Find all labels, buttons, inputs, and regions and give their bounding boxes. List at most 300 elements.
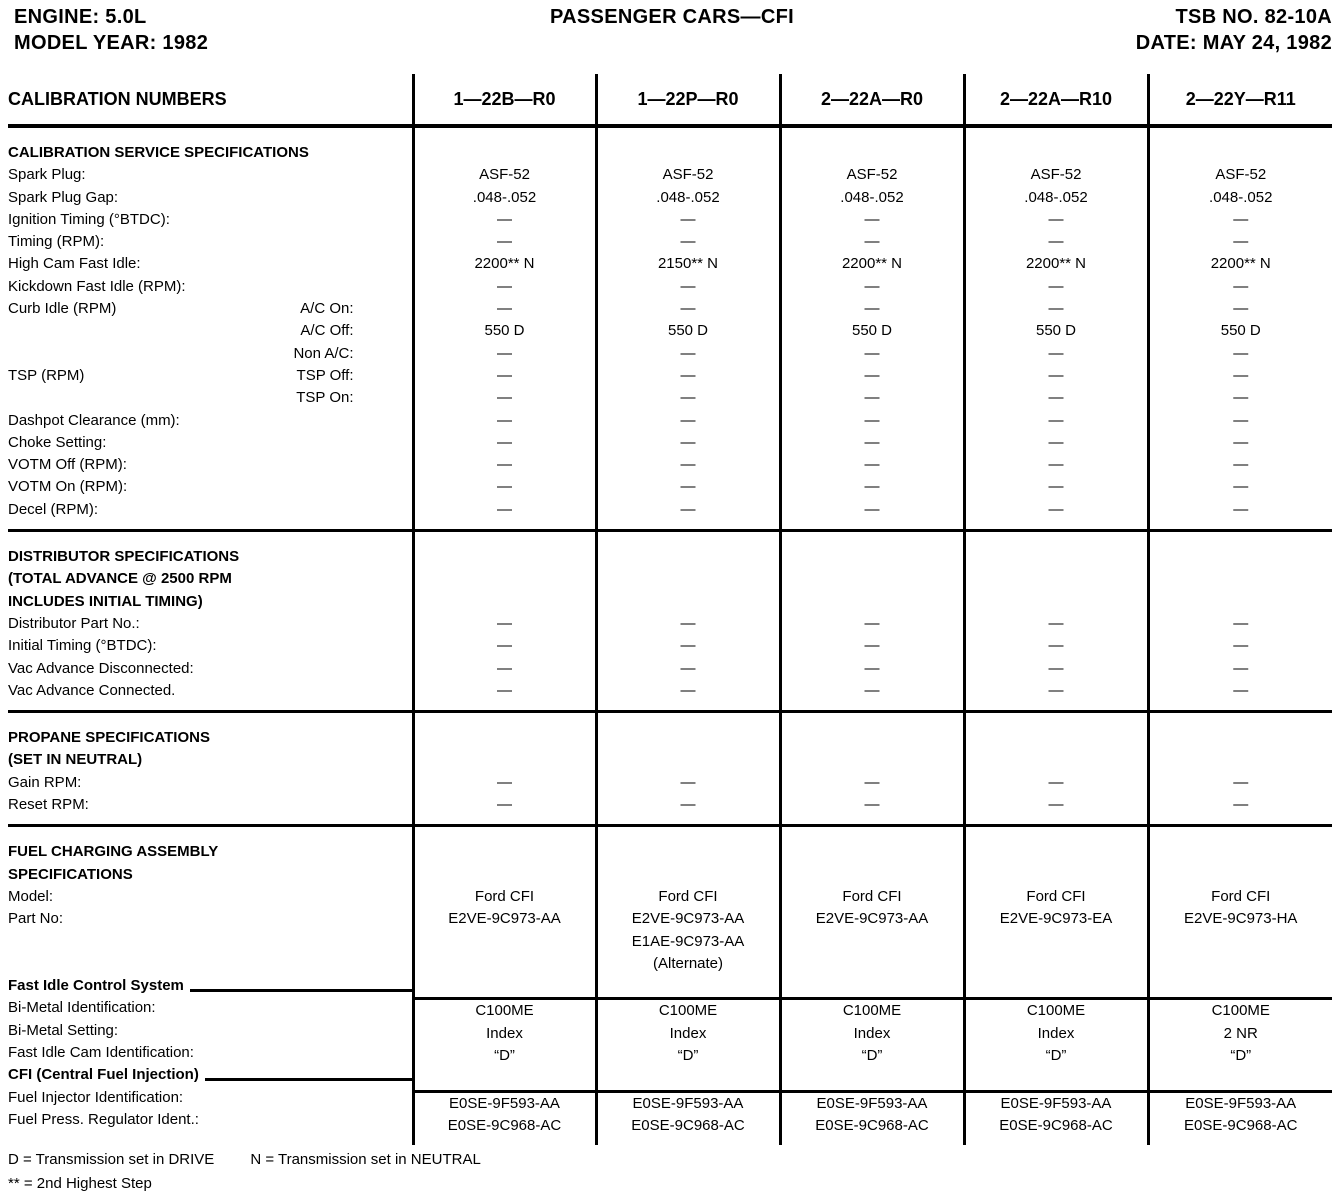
calibration-labels — [8, 126, 413, 531]
distributor-labels — [8, 531, 413, 712]
spec-value: — — [497, 478, 512, 496]
spec-value: “D” — [1045, 1046, 1067, 1064]
spec-value: “D” — [861, 1046, 883, 1064]
spec-value: — — [1233, 277, 1249, 295]
spec-sublabel — [234, 187, 412, 209]
spacer — [966, 568, 1147, 590]
propane-values — [596, 712, 780, 826]
spec-label: Initial Timing (°BTDC): — [8, 637, 157, 655]
spacer — [782, 931, 963, 953]
spec-value: — — [1048, 478, 1064, 496]
distributor-values — [413, 531, 596, 712]
spec-value: Index — [669, 1024, 707, 1042]
section-heading: CALIBRATION SERVICE SPECIFICATIONS — [8, 144, 309, 161]
spec-value: — — [1048, 456, 1064, 474]
spec-sublabel — [234, 410, 412, 432]
spec-value: E0SE-9C968-AC — [631, 1116, 745, 1134]
spec-value: — — [1048, 773, 1064, 791]
spec-label: Curb Idle (RPM) — [8, 300, 117, 318]
spec-label: Bi-Metal Identification: — [8, 999, 156, 1017]
spec-row-label — [8, 499, 412, 521]
spec-value: — — [497, 614, 512, 632]
heading-rule — [1150, 975, 1333, 1000]
fast-idle-title: Fast Idle Control System — [8, 977, 184, 995]
spec-value: — — [497, 233, 512, 251]
spec-value: — — [1233, 344, 1249, 362]
fuel-values — [413, 826, 596, 1145]
spec-value: Ford CFI — [1026, 887, 1086, 905]
spacer — [782, 953, 963, 975]
header-right — [1136, 4, 1332, 56]
spacer — [1150, 727, 1333, 749]
spec-value: — — [1233, 389, 1249, 407]
spec-value: — — [680, 233, 696, 251]
spacer — [415, 591, 595, 613]
propane-labels — [8, 712, 413, 826]
spec-value: ASF-52 — [846, 166, 898, 184]
spec-value: — — [497, 433, 512, 451]
spec-value: — — [1048, 366, 1064, 384]
spec-label: High Cam Fast Idle: — [8, 255, 141, 273]
spec-value: E0SE-9C968-AC — [999, 1116, 1113, 1134]
section-heading: FUEL CHARGING ASSEMBLY — [8, 843, 219, 861]
spec-label: Fast Idle Cam Identification: — [8, 1043, 194, 1061]
section-heading: SPECIFICATIONS — [8, 865, 133, 883]
spacer — [782, 841, 963, 863]
spec-table — [8, 74, 1332, 1145]
spec-value: C100ME — [1211, 1002, 1270, 1020]
spec-value: — — [680, 659, 696, 677]
calibration-number: 1—22B—R0 — [413, 74, 596, 126]
spec-sublabel — [234, 253, 412, 275]
fuel-charging-section — [8, 826, 1332, 1145]
spacer — [598, 142, 779, 164]
spec-value: .048-.052 — [656, 188, 720, 206]
footnote-step: ** = 2nd Highest Step — [8, 1175, 152, 1192]
spec-row-label — [8, 164, 412, 186]
propane-values — [964, 712, 1148, 826]
spec-value: — — [1233, 478, 1249, 496]
spec-value: .048-.052 — [1209, 188, 1273, 206]
spec-value: — — [864, 681, 880, 699]
spec-value: — — [1048, 500, 1064, 518]
spacer — [782, 727, 963, 749]
spec-value: — — [497, 277, 512, 295]
spec-value: E0SE-9F593-AA — [449, 1094, 560, 1112]
spec-label — [8, 320, 234, 342]
section-heading: (TOTAL ADVANCE @ 2500 RPM — [8, 570, 232, 588]
calibration-values — [596, 126, 780, 531]
distributor-values — [1148, 531, 1332, 712]
spec-value: (Alternate) — [652, 954, 724, 972]
spec-value: — — [1048, 637, 1064, 655]
spec-value: — — [864, 233, 880, 251]
spec-row-label — [8, 476, 412, 498]
engine-label: ENGINE: 5.0L — [14, 6, 147, 28]
spacer — [415, 864, 595, 886]
heading-rule — [415, 1067, 595, 1092]
spec-value: C100ME — [1026, 1002, 1086, 1020]
spacer — [8, 931, 412, 953]
spacer — [415, 749, 595, 771]
section-heading: (SET IN NEUTRAL) — [8, 751, 143, 769]
fuel-values — [1148, 826, 1332, 1145]
propane-values — [780, 712, 964, 826]
spec-label: Gain RPM: — [8, 773, 82, 791]
spec-value: ASF-52 — [1030, 166, 1082, 184]
spec-sublabel — [234, 231, 412, 253]
calibration-values — [964, 126, 1148, 531]
spec-label: Choke Setting: — [8, 433, 107, 451]
spec-value: — — [1233, 233, 1249, 251]
section-heading: DISTRIBUTOR SPECIFICATIONS — [8, 548, 240, 566]
heading-rule — [190, 989, 412, 992]
spec-value: E2VE-9C973-AA — [631, 910, 745, 928]
spec-value: 550 D — [667, 322, 709, 340]
spacer — [598, 841, 779, 863]
spec-value: E0SE-9C968-AC — [447, 1116, 562, 1134]
spec-label: VOTM Off (RPM): — [8, 456, 127, 474]
spec-label: Vac Advance Connected. — [8, 681, 176, 699]
heading-rule — [966, 1067, 1147, 1092]
cfi-title: CFI (Central Fuel Injection) — [8, 1066, 199, 1084]
spec-value: Index — [853, 1024, 891, 1042]
heading-rule — [1150, 1067, 1333, 1092]
spacer — [598, 591, 779, 613]
spec-label: Fuel Injector Identification: — [8, 1088, 184, 1106]
spacer — [8, 953, 412, 975]
spacer — [415, 568, 595, 590]
spec-row-label — [8, 187, 412, 209]
spec-value: — — [864, 344, 880, 362]
spec-value: — — [497, 389, 512, 407]
spacer — [1150, 142, 1333, 164]
spec-value: 550 D — [1035, 322, 1077, 340]
spec-sublabel: Non A/C: — [293, 344, 354, 362]
spec-value: — — [864, 210, 880, 228]
spacer — [782, 546, 963, 568]
spacer — [966, 749, 1147, 771]
spec-value: — — [497, 210, 512, 228]
distributor-values — [780, 531, 964, 712]
spec-value: — — [1233, 411, 1249, 429]
spec-value: — — [680, 389, 696, 407]
spec-value: — — [864, 277, 880, 295]
spec-value: — — [1048, 344, 1064, 362]
spec-value: Ford CFI — [474, 887, 535, 905]
spec-value: — — [680, 411, 696, 429]
spec-sublabel: TSP Off: — [296, 366, 354, 384]
spacer — [966, 841, 1147, 863]
bulletin-date: DATE: MAY 24, 1982 — [1135, 32, 1332, 54]
spec-value: 2200** N — [841, 255, 903, 273]
spec-value: 2150** N — [657, 255, 719, 273]
spacer — [415, 931, 595, 953]
spec-value: — — [680, 277, 696, 295]
spec-row-label — [8, 343, 412, 365]
propane-values — [1148, 712, 1332, 826]
spec-value: — — [680, 614, 696, 632]
tsb-number: TSB NO. 82-10A — [1175, 6, 1332, 28]
spec-value: 2200** N — [1210, 255, 1271, 273]
calibration-number: 2—22Y—R11 — [1148, 74, 1332, 126]
spec-value: E0SE-9F593-AA — [1000, 1094, 1112, 1112]
cfi-heading — [8, 1064, 412, 1086]
spec-value: .048-.052 — [1024, 188, 1088, 206]
spec-label: Reset RPM: — [8, 796, 89, 814]
spacer — [782, 591, 963, 613]
spec-value: — — [1233, 659, 1249, 677]
spec-value: 2 NR — [1223, 1024, 1258, 1042]
spec-value: Ford CFI — [1211, 887, 1271, 905]
propane-section — [8, 712, 1332, 826]
spec-row-label — [8, 365, 412, 387]
fuel-values — [780, 826, 964, 1145]
spec-value: — — [864, 433, 880, 451]
distributor-values — [596, 531, 780, 712]
spacer — [782, 864, 963, 886]
calibration-number: 2—22A—R0 — [780, 74, 964, 126]
spec-value: E0SE-9C968-AC — [815, 1116, 929, 1134]
spec-value: — — [680, 478, 696, 496]
spec-label: VOTM On (RPM): — [8, 478, 128, 496]
section-heading: PROPANE SPECIFICATIONS — [8, 729, 210, 747]
spec-value: — — [680, 681, 696, 699]
spec-sublabel — [234, 432, 412, 454]
spec-value: — — [1233, 366, 1249, 384]
spacer — [598, 864, 779, 886]
spec-value: — — [497, 500, 512, 518]
spacer — [1150, 953, 1333, 975]
spec-value: — — [864, 411, 880, 429]
calibration-service-section — [8, 126, 1332, 531]
calibration-values — [413, 126, 596, 531]
spec-label — [8, 343, 234, 365]
spec-value: ASF-52 — [479, 166, 530, 184]
spacer — [415, 546, 595, 568]
spec-value: — — [680, 433, 696, 451]
spacer — [598, 568, 779, 590]
spec-label: Fuel Press. Regulator Ident.: — [8, 1110, 199, 1128]
propane-values — [413, 712, 596, 826]
heading-rule — [598, 1067, 779, 1092]
spacer — [966, 546, 1147, 568]
spec-value: — — [680, 456, 696, 474]
spacer — [415, 142, 595, 164]
footnote-drive: D = Transmission set in DRIVE — [8, 1151, 215, 1168]
spec-value: 2200** N — [474, 255, 535, 273]
spec-value: — — [864, 796, 880, 814]
spec-value: E2VE-9C973-AA — [815, 910, 929, 928]
spec-value: Ford CFI — [842, 887, 902, 905]
spec-value: .048-.052 — [472, 188, 537, 206]
spec-value: ASF-52 — [1215, 166, 1267, 184]
spacer — [966, 953, 1147, 975]
spec-value: — — [1233, 614, 1249, 632]
spec-value: — — [864, 773, 880, 791]
spec-value: — — [864, 614, 880, 632]
spec-label — [8, 387, 234, 409]
spec-value: — — [680, 796, 696, 814]
spec-row-label — [8, 320, 412, 342]
spec-label: Dashpot Clearance (mm): — [8, 411, 180, 429]
spec-value: — — [864, 300, 880, 318]
spec-value: — — [1048, 233, 1064, 251]
spec-value: Index — [486, 1024, 523, 1042]
spec-row-label — [8, 276, 412, 298]
spec-value: — — [1048, 681, 1064, 699]
spec-row-label — [8, 298, 412, 320]
heading-rule — [598, 975, 779, 1000]
calibration-values — [780, 126, 964, 531]
fast-idle-heading — [8, 975, 412, 997]
spec-label: Kickdown Fast Idle (RPM): — [8, 277, 186, 295]
spec-value: — — [680, 300, 696, 318]
spec-value: C100ME — [475, 1002, 534, 1020]
spec-value: “D” — [494, 1046, 515, 1064]
spacer — [598, 749, 779, 771]
spec-label: Vac Advance Disconnected: — [8, 659, 194, 677]
spec-value: — — [1048, 210, 1064, 228]
calibration-number: 2—22A—R10 — [964, 74, 1148, 126]
spec-row-label — [8, 387, 412, 409]
spacer — [415, 953, 595, 975]
spec-sublabel — [234, 164, 412, 186]
spec-label: Bi-Metal Setting: — [8, 1021, 119, 1039]
distributor-values — [964, 531, 1148, 712]
spacer — [782, 568, 963, 590]
spec-value: — — [680, 500, 696, 518]
spec-value: — — [680, 773, 696, 791]
spacer — [782, 142, 963, 164]
spec-value: — — [1233, 681, 1249, 699]
footnote-neutral: N = Transmission set in NEUTRAL — [250, 1151, 481, 1168]
spec-sublabel: TSP On: — [296, 389, 354, 407]
spec-value: C100ME — [842, 1002, 902, 1020]
spec-sublabel — [234, 209, 412, 231]
spec-value: — — [1233, 456, 1249, 474]
spec-value: — — [1233, 637, 1249, 655]
spec-value: E0SE-9F593-AA — [632, 1094, 744, 1112]
spec-value: 550 D — [1220, 322, 1261, 340]
calibration-values — [1148, 126, 1332, 531]
spec-value: — — [864, 366, 880, 384]
spec-value: — — [680, 637, 696, 655]
spec-value: E0SE-9F593-AA — [816, 1094, 928, 1112]
spec-value: — — [1048, 614, 1064, 632]
spacer — [966, 931, 1147, 953]
spacer — [1150, 931, 1333, 953]
spec-label: Spark Plug Gap: — [8, 188, 119, 206]
spec-value: — — [497, 681, 512, 699]
spacer — [782, 749, 963, 771]
model-year-label: MODEL YEAR: 1982 — [14, 32, 209, 54]
spec-row-label — [8, 231, 412, 253]
spec-value: — — [497, 300, 512, 318]
spec-value: ASF-52 — [662, 166, 714, 184]
calibration-number: 1—22P—R0 — [596, 74, 780, 126]
spacer — [415, 841, 595, 863]
spec-value: — — [497, 773, 512, 791]
spec-value: — — [864, 478, 880, 496]
spacer — [966, 142, 1147, 164]
spec-sublabel — [234, 454, 412, 476]
spec-value: — — [680, 366, 696, 384]
spec-row-label — [8, 253, 412, 275]
spec-value: — — [1233, 796, 1249, 814]
spec-value: — — [1048, 277, 1064, 295]
spec-value: — — [1048, 300, 1064, 318]
spec-label: Timing (RPM): — [8, 233, 105, 251]
distributor-section — [8, 531, 1332, 712]
spec-value: — — [864, 389, 880, 407]
spec-value: — — [497, 637, 512, 655]
spec-value: .048-.052 — [840, 188, 904, 206]
spec-row-label — [8, 432, 412, 454]
calibration-numbers-row — [8, 74, 1332, 126]
spec-value: E2VE-9C973-EA — [999, 910, 1113, 928]
spec-value: “D” — [1230, 1046, 1252, 1064]
spec-value: E2VE-9C973-AA — [448, 910, 561, 928]
spec-value: Index — [1037, 1024, 1075, 1042]
spec-sublabel: A/C Off: — [300, 322, 354, 340]
spec-value: 2200** N — [1025, 255, 1087, 273]
spec-sublabel — [234, 476, 412, 498]
spacer — [598, 727, 779, 749]
spec-sublabel: A/C On: — [300, 300, 354, 318]
spec-value: — — [864, 500, 880, 518]
spacer — [415, 727, 595, 749]
fuel-values — [964, 826, 1148, 1145]
spacer — [1150, 546, 1333, 568]
spec-value: 550 D — [851, 322, 893, 340]
spacer — [598, 546, 779, 568]
spacer — [1150, 841, 1333, 863]
spec-value: — — [1048, 433, 1064, 451]
spec-value: — — [1048, 659, 1064, 677]
spec-value: — — [1233, 300, 1249, 318]
spec-label: Spark Plug: — [8, 166, 86, 184]
heading-rule — [205, 1078, 412, 1081]
spec-row-label — [8, 410, 412, 432]
spec-value: — — [497, 411, 512, 429]
spacer — [1150, 591, 1333, 613]
spec-row-label — [8, 209, 412, 231]
spec-sublabel — [234, 276, 412, 298]
spec-sublabel — [234, 499, 412, 521]
spec-row-label — [8, 454, 412, 476]
spec-value: — — [1048, 389, 1064, 407]
spec-value: — — [680, 344, 696, 362]
heading-rule — [782, 1067, 963, 1092]
spec-value: — — [1233, 433, 1249, 451]
spec-value: — — [1048, 796, 1064, 814]
spec-value: — — [497, 456, 512, 474]
fuel-values — [596, 826, 780, 1145]
spacer — [1150, 568, 1333, 590]
spec-label: TSP (RPM) — [8, 366, 85, 384]
spec-value: — — [1233, 500, 1249, 518]
spacer — [1150, 864, 1333, 886]
calibration-numbers-label: CALIBRATION NUMBERS — [8, 74, 413, 126]
spacer — [966, 591, 1147, 613]
spec-value: E0SE-9F593-AA — [1185, 1094, 1297, 1112]
spec-value: — — [497, 366, 512, 384]
spacer — [1150, 749, 1333, 771]
spec-label: Distributor Part No.: — [8, 614, 140, 632]
spec-value: — — [680, 210, 696, 228]
heading-rule — [966, 975, 1147, 1000]
